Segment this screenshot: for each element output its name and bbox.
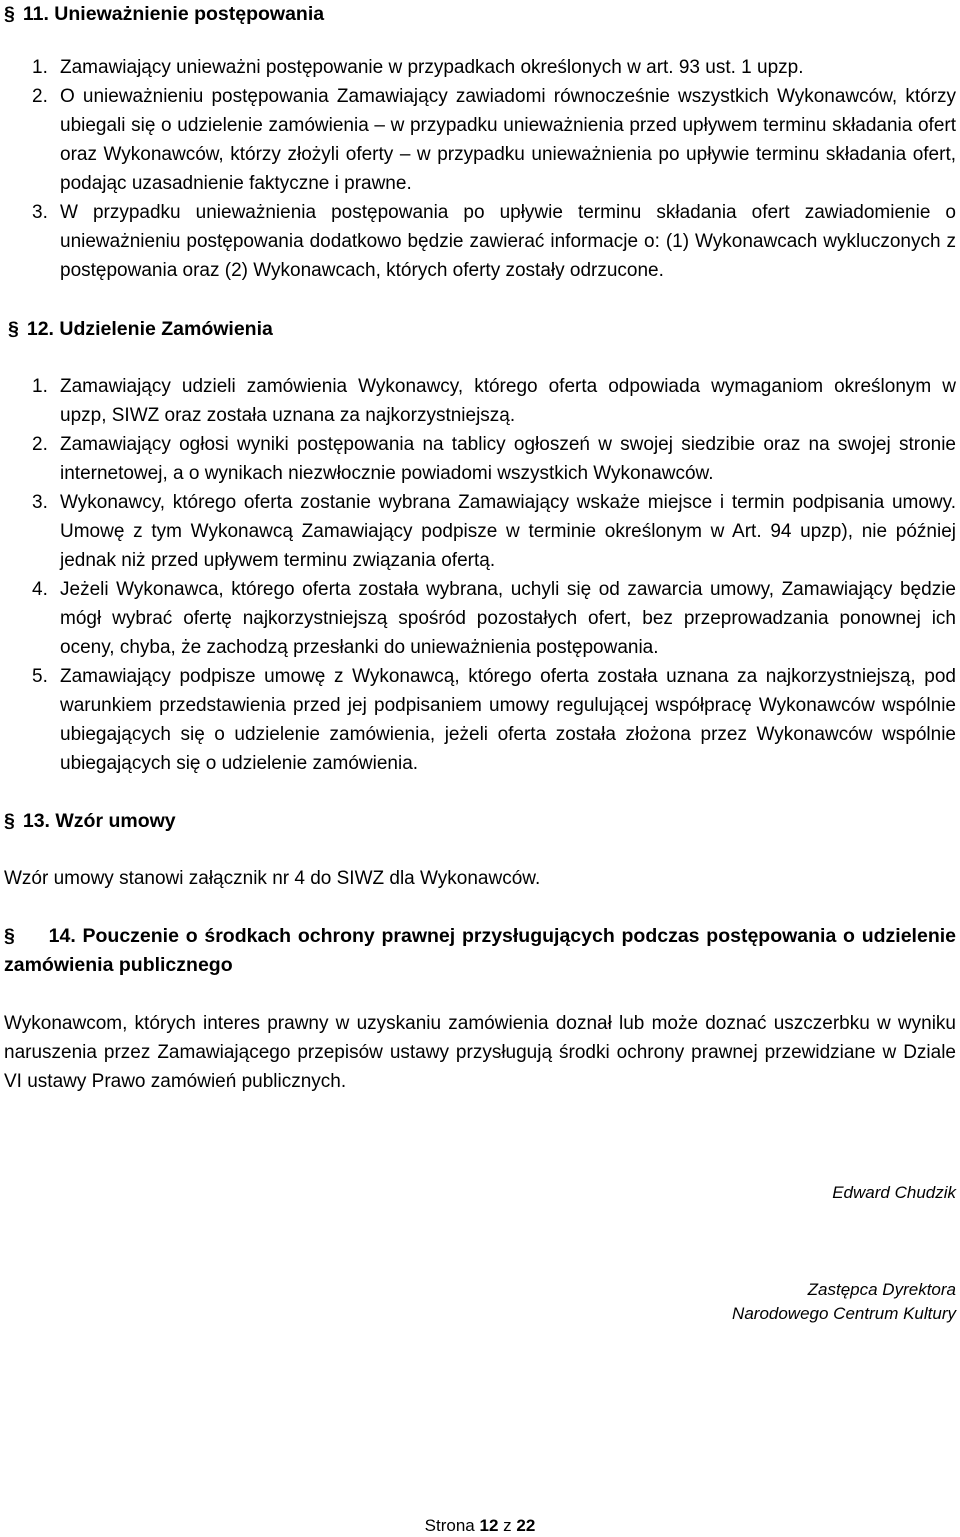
item-number: 2.: [32, 86, 48, 107]
signature-name: Edward Chudzik: [832, 1183, 956, 1202]
section-11-list: [4, 53, 956, 285]
section-14-title: 14. Pouczenie o środkach ochrony prawnej przysługujących podczas postępowania o udzielenie zamówienia publicznego: [4, 925, 956, 976]
section-13-heading: [4, 807, 176, 836]
section-12-item-5: [4, 662, 956, 778]
section-14-text: Wykonawcom, których interes prawny w uzyskaniu zamówienia doznał lub może doznać uszczerbku w wyniku naruszenia przez Zamawiającego przepisów ustawy przysługują środki ochrony prawnej przewidziane w Dziale VI ustawy Prawo zamówień publicznych.: [4, 1013, 956, 1092]
section-symbol: §: [4, 925, 15, 947]
item-text: Zamawiający podpisze umowę z Wykonawcą, którego oferta została uznana za najkorzystniejszą, pod warunkiem przedstawienia przed jej podpisaniem umowy regulującej współpracę Wykonawców wspólnie ubiegających się o udzielenie zamówienia, jeżeli oferta została złożona przez Wykonawców wspólnie ubiegających się o udzielenie zamówienia.: [60, 666, 956, 774]
item-text: W przypadku unieważnienia postępowania po upływie terminu składania ofert zawiadomienie o unieważnieniu postępowania dodatkowo będzie zawierać informacje o: (1) Wykonawcach wykluczonych z postępowania oraz (2) Wykonawcach, których oferty zostały odrzucone.: [60, 202, 956, 281]
section-symbol: §: [8, 318, 19, 340]
section-12-item-3: [4, 488, 956, 575]
section-12-heading: [8, 315, 273, 344]
item-number: 1.: [32, 57, 48, 78]
footer-prefix: Strona: [424, 1516, 475, 1535]
section-14-heading: [4, 922, 956, 980]
item-text: Wykonawcy, którego oferta zostanie wybrana Zamawiający wskaże miejsce i termin podpisania umowy. Umowę z tym Wykonawcą Zamawiający podpisze w terminie określonym w Art. 94 upzp), nie później jednak niż przed upływem terminu związania ofertą.: [60, 492, 956, 571]
signature-position: [732, 1278, 956, 1326]
item-text: Zamawiający udzieli zamówienia Wykonawcy, którego oferta odpowiada wymaganiom określonym w upzp, SIWZ oraz została uznana za najkorzystniejszą.: [60, 376, 956, 426]
signature-position-line2: Narodowego Centrum Kultury: [732, 1304, 956, 1323]
section-symbol: §: [4, 3, 15, 25]
item-number: 2.: [32, 434, 48, 455]
section-12-item-1: [4, 372, 956, 430]
footer-current-page: 12: [479, 1516, 499, 1535]
section-13-text: Wzór umowy stanowi załącznik nr 4 do SIWZ dla Wykonawców.: [4, 868, 541, 889]
item-number: 3.: [32, 492, 48, 513]
section-12-title: 12. Udzielenie Zamówienia: [26, 318, 273, 340]
item-text: Zamawiający ogłosi wyniki postępowania na tablicy ogłoszeń w swojej siedzibie oraz na swojej stronie internetowej, a o wynikach niezwłocznie powiadomi wszystkich Wykonawców.: [60, 434, 956, 484]
page-footer: [0, 1516, 960, 1536]
section-13-title: 13. Wzór umowy: [22, 810, 176, 832]
item-number: 5.: [32, 666, 48, 687]
section-symbol: §: [4, 810, 15, 832]
footer-separator: z: [503, 1516, 512, 1535]
section-12-item-2: [4, 430, 956, 488]
section-12-list: [4, 372, 956, 778]
section-11-item-2: [4, 82, 956, 198]
section-11-item-3: [4, 198, 956, 285]
item-text: O unieważnieniu postępowania Zamawiający zawiadomi równocześnie wszystkich Wykonawców, którzy ubiegali się o udzielenie zamówienia – w przypadku unieważnienia przed upływem terminu składania ofert oraz Wykonawców, którzy złożyli oferty – w przypadku unieważnienia po upływie terminu składania ofert, podając uzasadnienie faktyczne i prawne.: [60, 86, 956, 194]
footer-total-pages: 22: [516, 1516, 536, 1535]
section-11-item-1: [4, 53, 956, 82]
signature-position-line1: Zastępca Dyrektora: [807, 1280, 956, 1299]
section-11-heading: [4, 0, 324, 29]
item-text: Zamawiający unieważni postępowanie w przypadkach określonych w art. 93 ust. 1 upzp.: [60, 57, 804, 78]
item-number: 1.: [32, 376, 48, 397]
item-number: 3.: [32, 202, 48, 223]
item-number: 4.: [32, 579, 48, 600]
section-11-title: 11. Unieważnienie postępowania: [22, 3, 325, 25]
item-text: Jeżeli Wykonawca, którego oferta została wybrana, uchyli się od zawarcia umowy, Zamawiający będzie mógł wybrać ofertę najkorzystniejszą spośród pozostałych ofert, bez przeprowadzania ponownej ich oceny, chyba, że zachodzą przesłanki do unieważnienia postępowania.: [60, 579, 956, 658]
section-12-item-4: [4, 575, 956, 662]
